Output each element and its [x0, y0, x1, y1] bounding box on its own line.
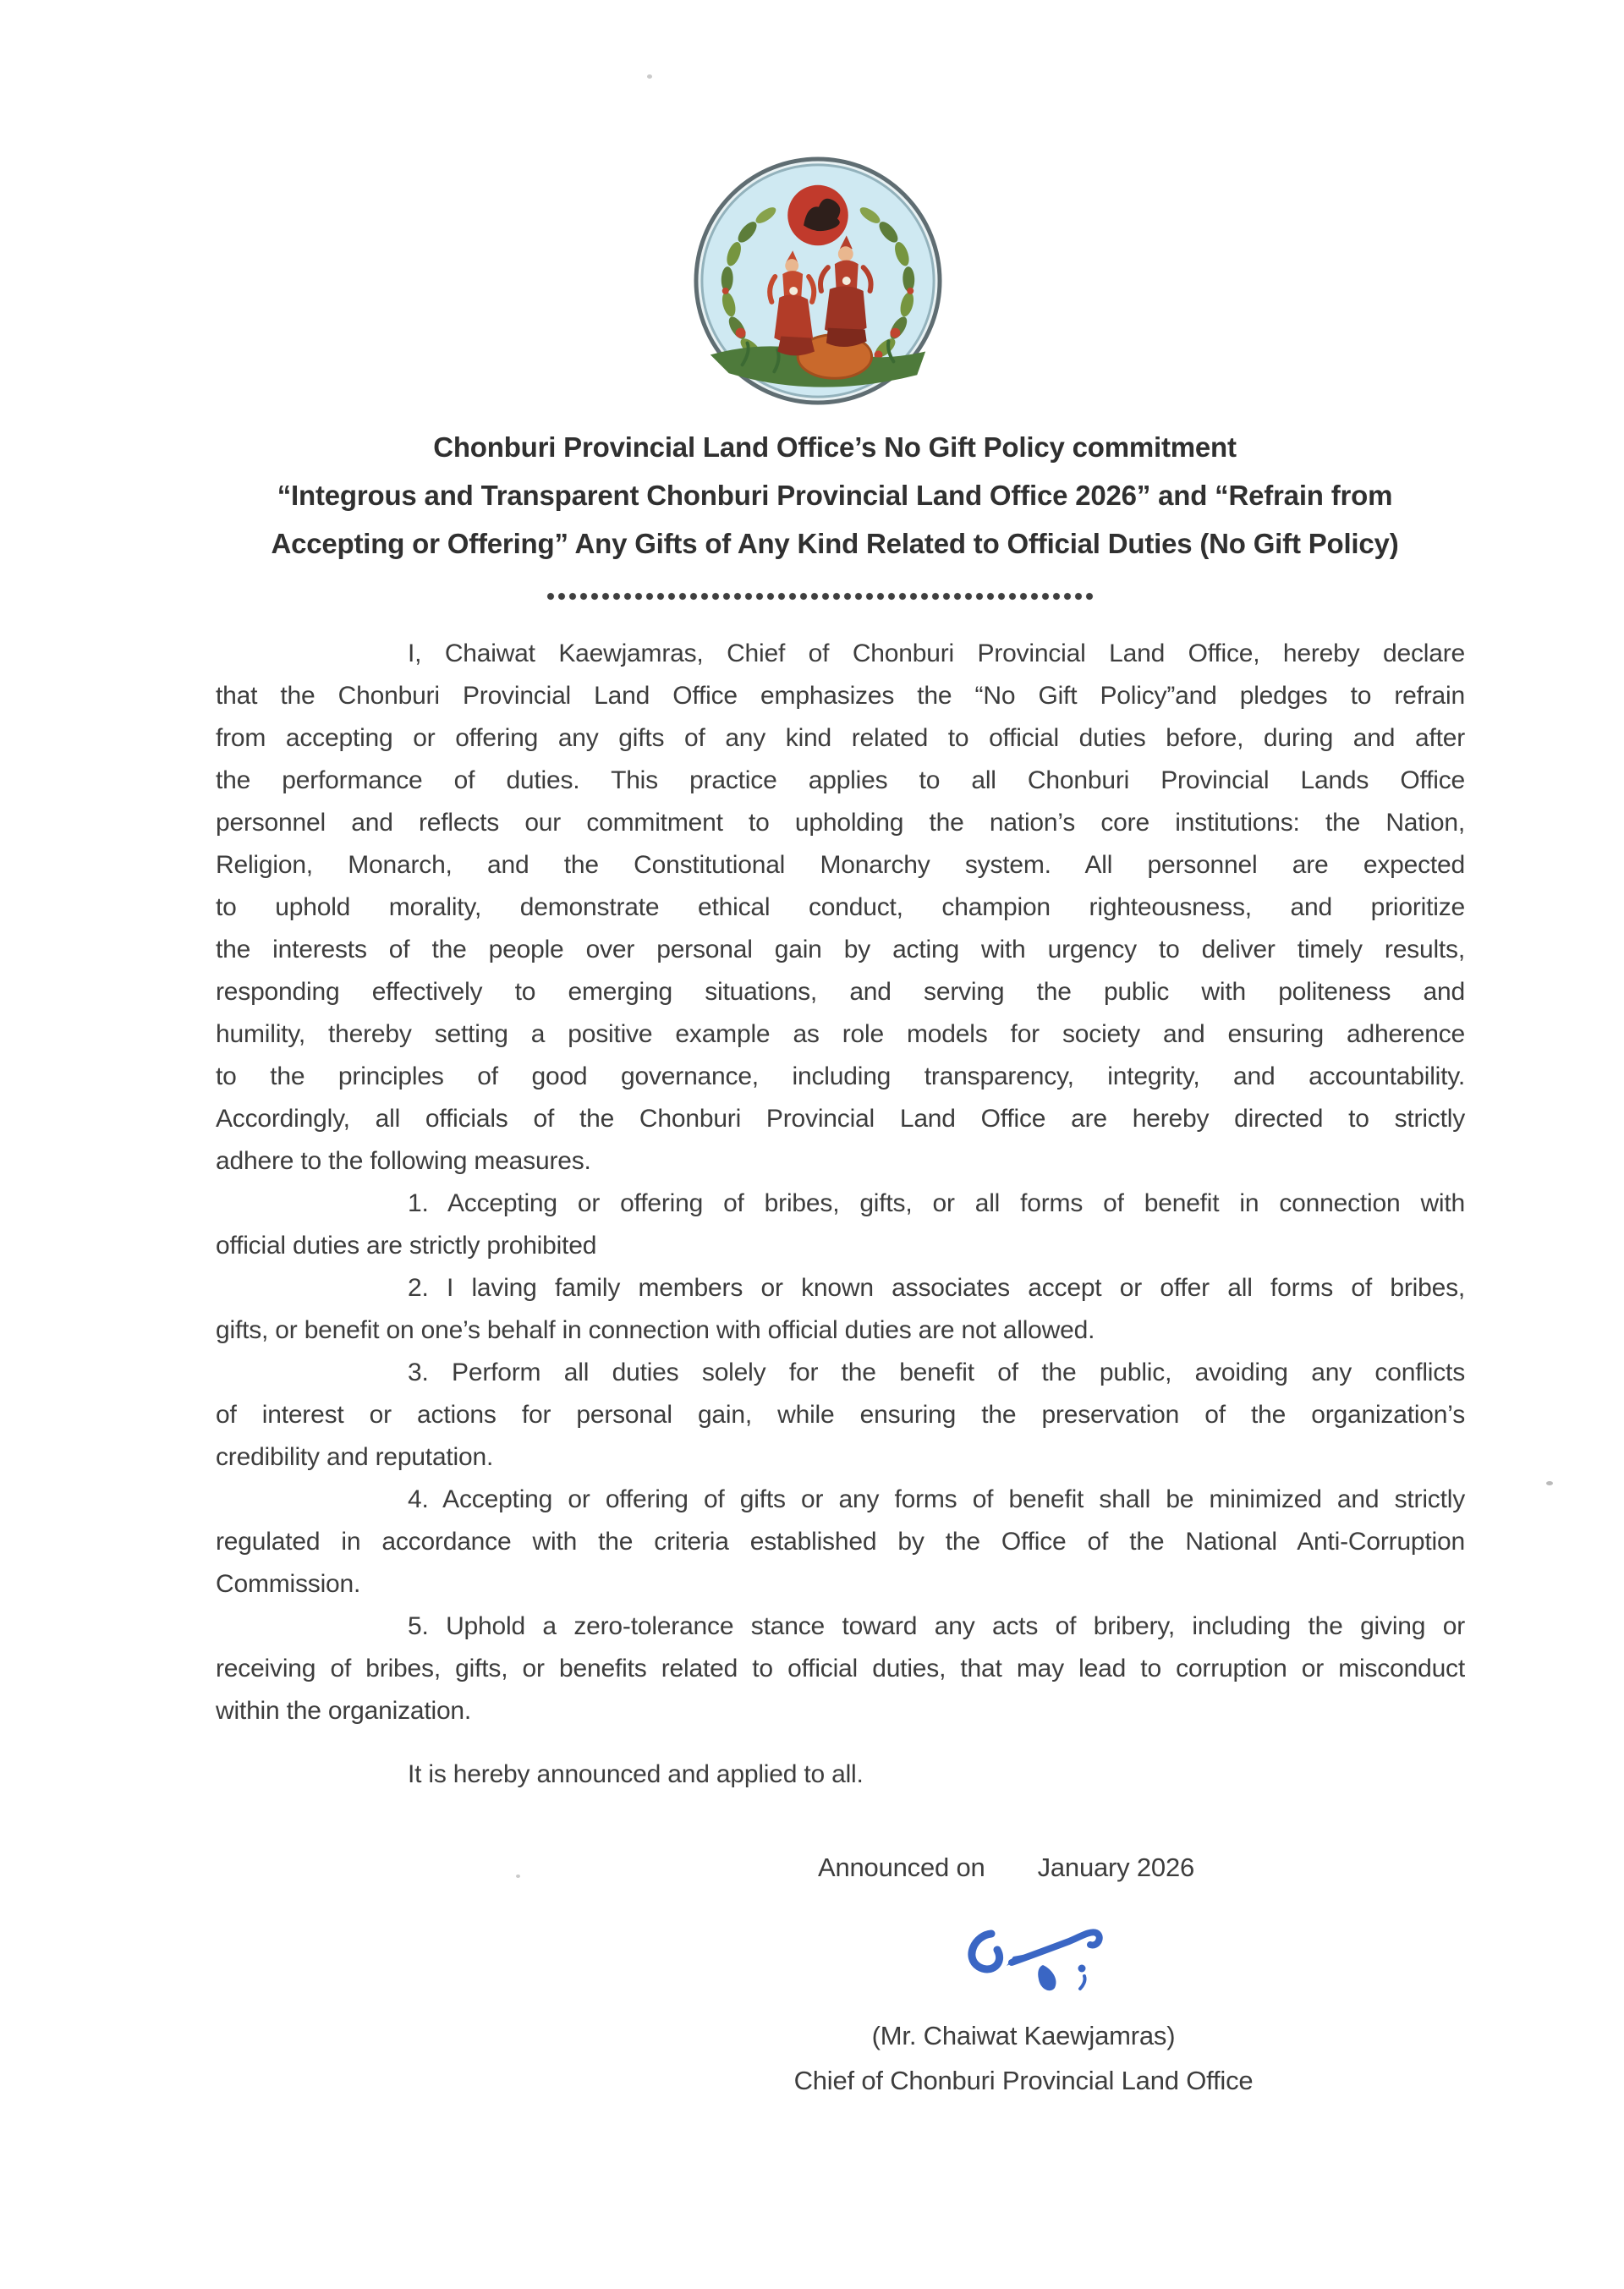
text-line: the interests of the people over personal gain by acting with urgency to deliver timely results,	[216, 936, 1465, 963]
announced-on-label: Announced on	[818, 1853, 985, 1882]
closing-statement: It is hereby announced and applied to all.	[408, 1760, 864, 1788]
text-line: within the organization.	[216, 1697, 472, 1725]
text-line: 3. Perform all duties solely for the benefit of the public, avoiding any conflicts	[408, 1359, 1465, 1386]
text-line: that the Chonburi Provincial Land Office emphasizes the “No Gift Policy”and pledges to refrain	[216, 682, 1465, 710]
chonburi-provincial-seal-emblem	[692, 155, 944, 407]
text-line: Accordingly, all officials of the Chonburi Provincial Land Office are hereby directed to strictly	[216, 1105, 1465, 1133]
text-line: receiving of bribes, gifts, or benefits related to official duties, that may lead to corruption or misconduct	[216, 1655, 1465, 1682]
closing-statement-block	[216, 1754, 1465, 1796]
handwritten-signature	[961, 1924, 1122, 1995]
text-line: official duties are strictly prohibited	[216, 1232, 597, 1260]
announcement-date-row	[818, 1848, 1194, 1887]
text-line: Religion, Monarch, and the Constitutional Monarchy system. All personnel are expected	[216, 851, 1465, 879]
text-line: personnel and reflects our commitment to upholding the nation’s core institutions: the Nation,	[216, 809, 1465, 837]
scan-speck	[647, 74, 652, 79]
scan-speck	[516, 1875, 520, 1878]
text-line: responding effectively to emerging situations, and serving the public with politeness and	[216, 978, 1465, 1006]
text-line: 5. Uphold a zero-tolerance stance toward any acts of bribery, including the giving or	[408, 1612, 1465, 1640]
document-title	[251, 423, 1418, 568]
scan-speck	[1546, 1481, 1553, 1485]
measure-item-3	[216, 1352, 1465, 1479]
text-line: gifts, or benefit on one’s behalf in connection with official duties are not allowed.	[216, 1316, 1095, 1344]
text-line: adhere to the following measures.	[216, 1147, 591, 1175]
text-line: Commission.	[216, 1570, 361, 1598]
text-line: I, Chaiwat Kaewjamras, Chief of Chonburi Provincial Land Office, hereby declare	[408, 639, 1465, 667]
measure-item-4	[216, 1479, 1465, 1606]
text-line: to uphold morality, demonstrate ethical conduct, champion righteousness, and prioritize	[216, 893, 1465, 921]
measure-item-2	[216, 1267, 1465, 1352]
text-line: 4. Accepting or offering of gifts or any forms of benefit shall be minimized and strictly	[408, 1485, 1465, 1513]
text-line: to the principles of good governance, including transparency, integrity, and accountability.	[216, 1062, 1465, 1090]
measure-item-1	[216, 1183, 1465, 1267]
announcement-date: January 2026	[1037, 1853, 1195, 1882]
text-line: humility, thereby setting a positive example as role models for society and ensuring adherence	[216, 1020, 1465, 1048]
declaration-paragraph	[216, 633, 1465, 1183]
text-line: from accepting or offering any gifts of any kind related to official duties before, during and after	[216, 724, 1465, 752]
text-line: regulated in accordance with the criteria established by the Office of the National Anti-Corruption	[216, 1528, 1465, 1556]
signatory-name: (Mr. Chaiwat Kaewjamras)	[871, 2021, 1176, 2050]
text-line: Chonburi Provincial Land Office’s No Gift Policy commitment	[433, 431, 1237, 463]
measure-item-5	[216, 1606, 1465, 1732]
text-line: credibility and reputation.	[216, 1443, 494, 1471]
dotted-separator	[546, 591, 1095, 601]
signatory-title: Chief of Chonburi Provincial Land Office	[793, 2066, 1254, 2095]
text-line: of interest or actions for personal gain, while ensuring the preservation of the organization’s	[216, 1401, 1465, 1429]
document-body	[216, 633, 1465, 1732]
text-line: the performance of duties. This practice applies to all Chonburi Provincial Lands Office	[216, 766, 1465, 794]
text-line: 1. Accepting or offering of bribes, gifts, or all forms of benefit in connection with	[408, 1189, 1465, 1217]
text-line: Accepting or Offering” Any Gifts of Any Kind Related to Official Duties (No Gift Policy)	[271, 528, 1399, 559]
text-line: 2. I laving family members or known associates accept or offer all forms of bribes,	[408, 1274, 1465, 1302]
text-line: “Integrous and Transparent Chonburi Provincial Land Office 2026” and “Refrain from	[277, 480, 1393, 511]
